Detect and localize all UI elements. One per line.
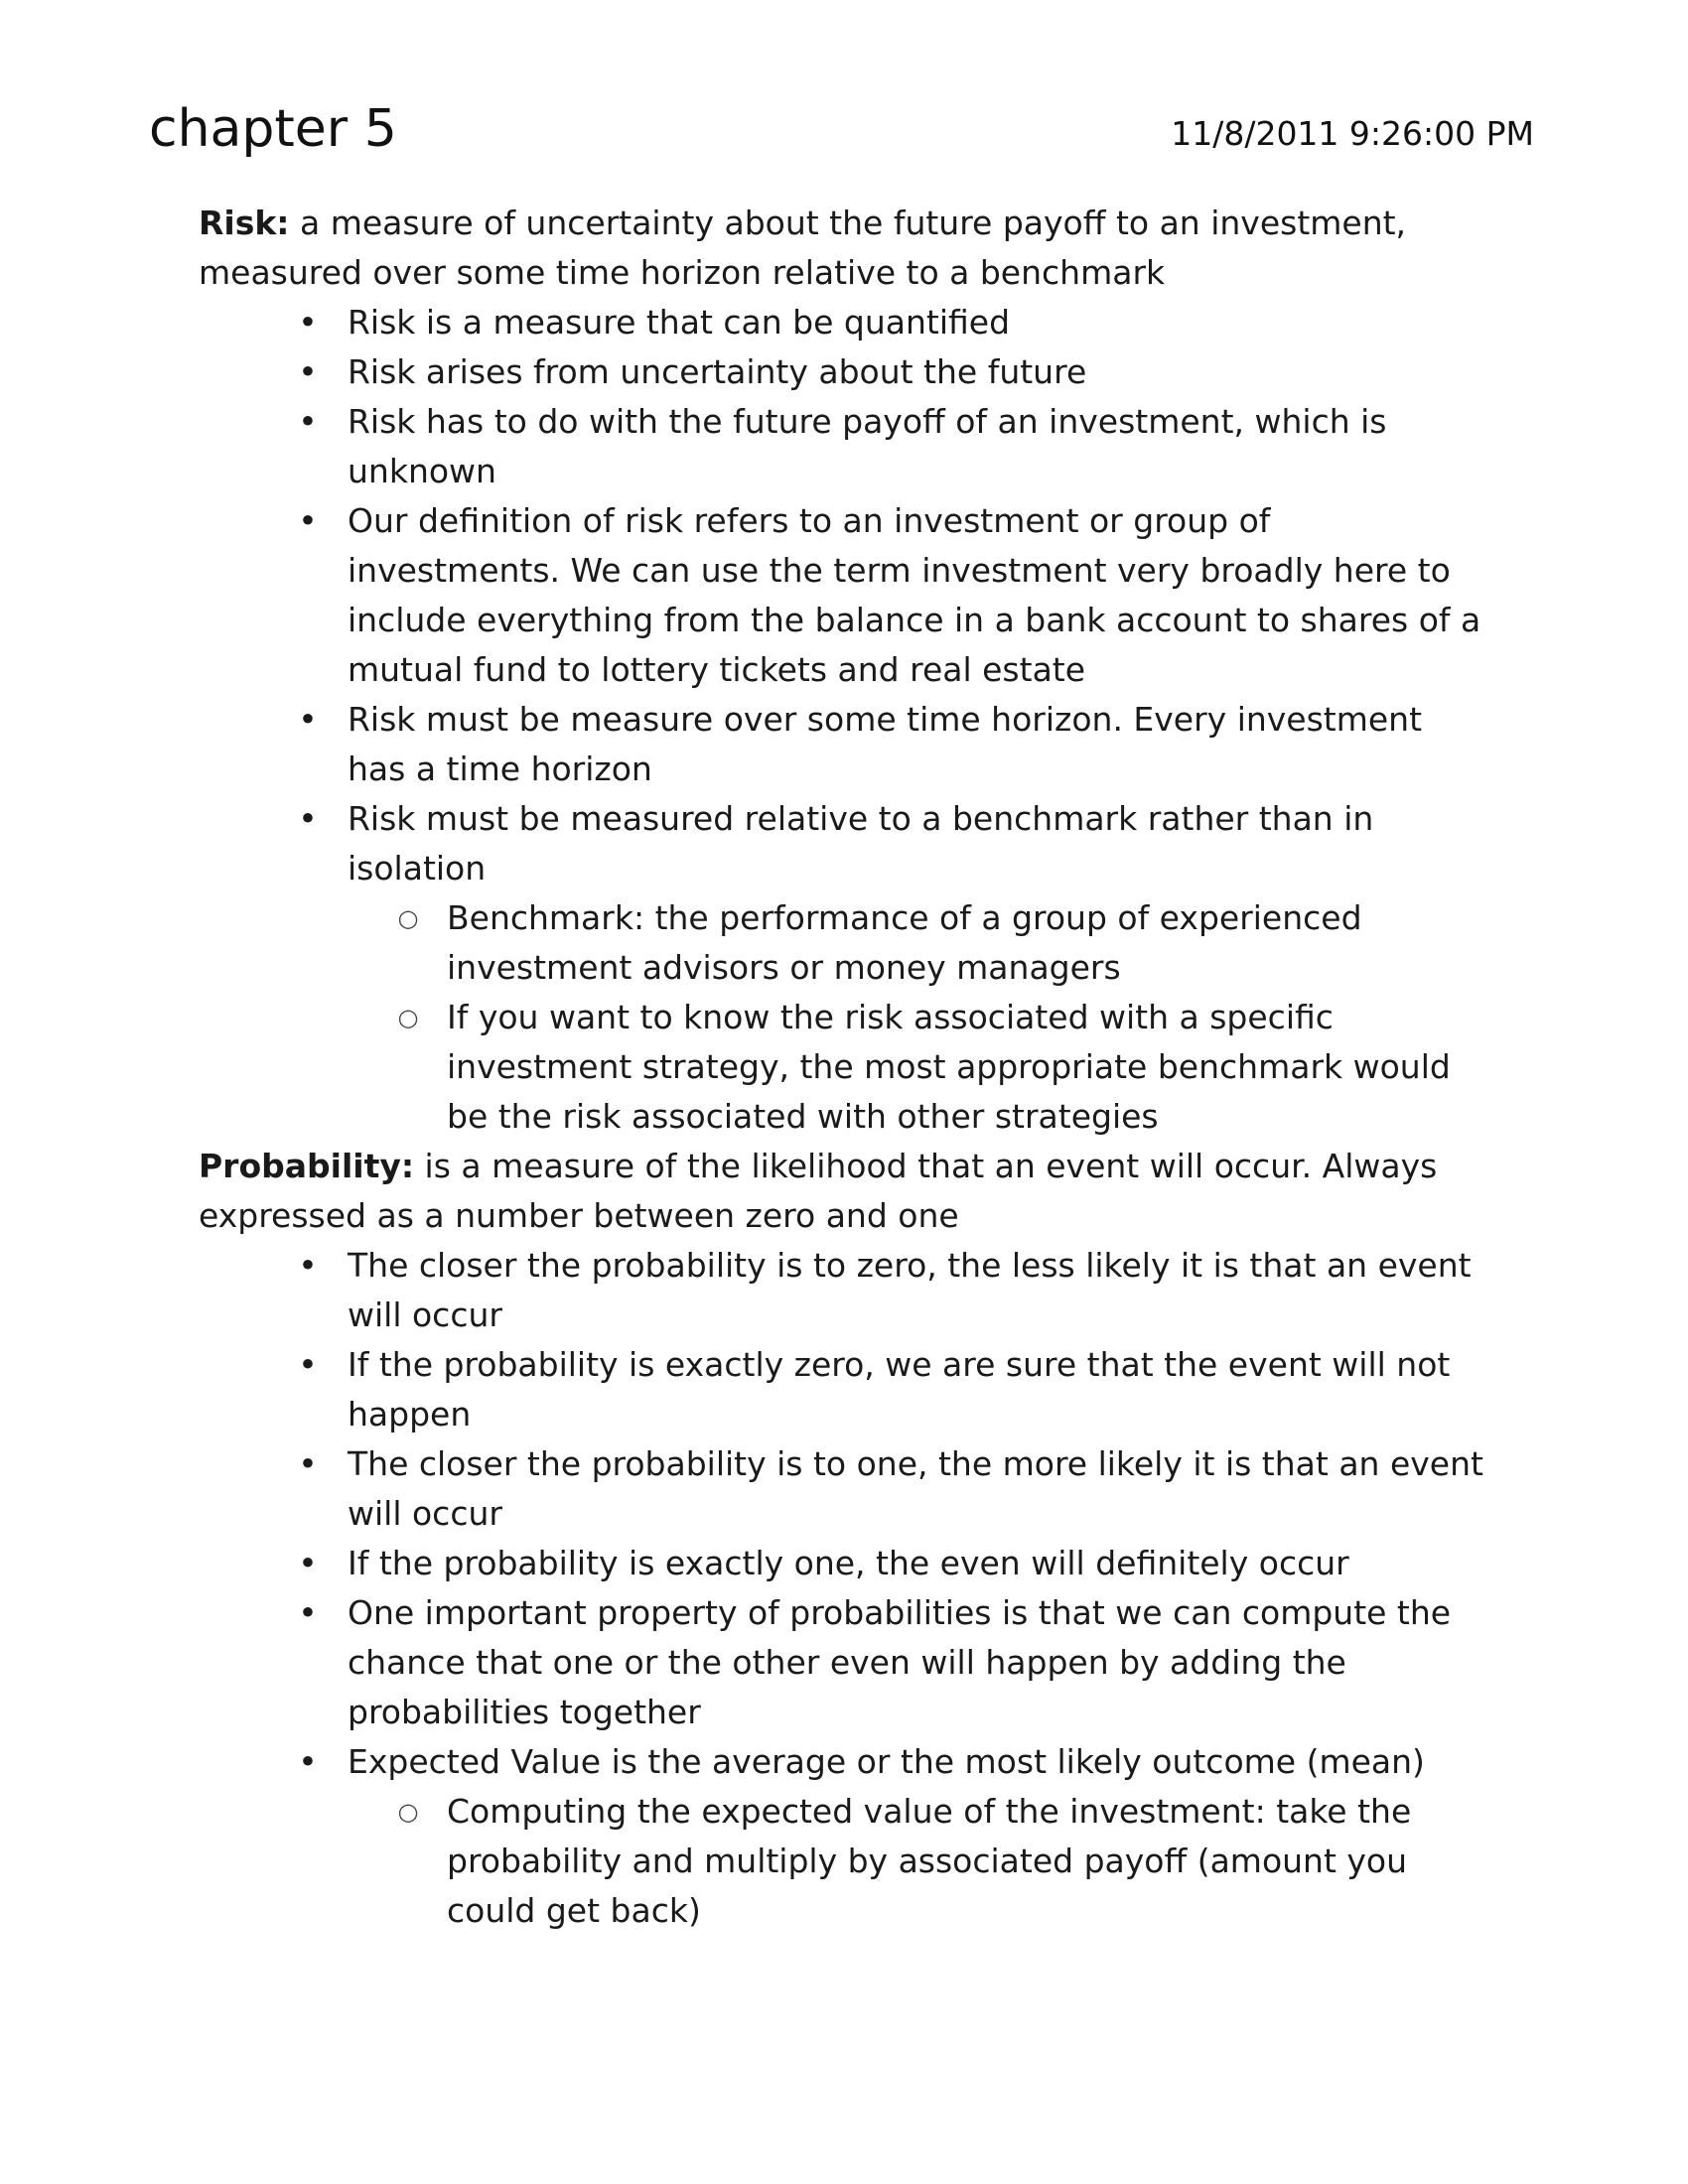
list-item-text: One important property of probabilities is that we can compute the chance that one or the other even will happen by adding the probabilities together <box>348 1593 1452 1731</box>
bullet-icon: • <box>298 1742 318 1781</box>
bullet-icon: • <box>298 402 318 441</box>
sub-list-item-text: If you want to know the risk associated with a specific investment strategy, the most appropriate benchmark would be the risk associated with other strategies <box>447 998 1451 1136</box>
sub-list-item-text: Benchmark: the performance of a group of experienced investment advisors or money managers <box>447 898 1362 987</box>
sub-list-item-text: Computing the expected value of the investment: take the probability and multiply by associated payoff (amount you could get back) <box>447 1792 1412 1930</box>
list-item-text: Risk is a measure that can be quantified <box>348 303 1011 341</box>
list-item <box>298 397 1489 496</box>
list-item <box>298 1439 1489 1539</box>
hollow-bullet-icon: ○ <box>397 1004 419 1031</box>
probability-sub-bullet-list <box>348 1787 1489 1936</box>
list-item <box>298 1737 1489 1936</box>
list-item <box>298 496 1489 695</box>
list-item <box>298 695 1489 794</box>
bullet-icon: • <box>298 352 318 391</box>
list-item <box>298 298 1489 347</box>
bullet-icon: • <box>298 501 318 540</box>
bullet-icon: • <box>298 1246 318 1285</box>
sub-list-item <box>397 993 1489 1142</box>
list-item <box>298 1588 1489 1737</box>
list-item-text: If the probability is exactly one, the even will definitely occur <box>348 1544 1349 1582</box>
bullet-icon: • <box>298 1544 318 1582</box>
list-item-text: Our definition of risk refers to an investment or group of investments. We can use the term investment very broadly here to include everything from the balance in a bank account to shares of a mutual fund to lottery tickets and real estate <box>348 501 1481 689</box>
bullet-icon: • <box>298 1593 318 1632</box>
risk-definition <box>199 199 1489 298</box>
list-item-text: Risk must be measured relative to a benchmark rather than in isolation <box>348 799 1374 887</box>
list-item <box>298 1340 1489 1439</box>
list-item-text: The closer the probability is to zero, the less likely it is that an event will occur <box>348 1246 1472 1334</box>
page-header <box>149 94 1534 174</box>
risk-term: Risk: <box>199 204 290 242</box>
list-item-text: Risk arises from uncertainty about the future <box>348 352 1087 391</box>
page-title: chapter 5 <box>149 99 397 159</box>
probability-definition <box>199 1142 1489 1241</box>
bullet-icon: • <box>298 799 318 838</box>
risk-bullet-list <box>199 298 1489 1142</box>
list-item-text: Risk has to do with the future payoff of an investment, which is unknown <box>348 402 1387 490</box>
list-item-text: Risk must be measure over some time horizon. Every investment has a time horizon <box>348 700 1423 788</box>
bullet-icon: • <box>298 700 318 739</box>
risk-sub-bullet-list <box>348 893 1489 1142</box>
list-item <box>298 1241 1489 1340</box>
timestamp: 11/8/2011 9:26:00 PM <box>1171 114 1534 153</box>
list-item <box>298 1539 1489 1588</box>
list-item-text: Expected Value is the average or the most likely outcome (mean) <box>348 1742 1425 1781</box>
sub-list-item <box>397 1787 1489 1936</box>
list-item <box>298 347 1489 397</box>
document-body <box>199 199 1489 1936</box>
list-item-text: If the probability is exactly zero, we are sure that the event will not happen <box>348 1345 1451 1433</box>
bullet-icon: • <box>298 1345 318 1384</box>
probability-bullet-list <box>199 1241 1489 1936</box>
list-item-text: The closer the probability is to one, the more likely it is that an event will occur <box>348 1444 1483 1533</box>
list-item <box>298 794 1489 1142</box>
probability-definition-text: is a measure of the likelihood that an event will occur. Always expressed as a number between zero and one <box>199 1147 1438 1235</box>
bullet-icon: • <box>298 303 318 341</box>
hollow-bullet-icon: ○ <box>397 1798 419 1826</box>
probability-term: Probability: <box>199 1147 415 1185</box>
bullet-icon: • <box>298 1444 318 1483</box>
sub-list-item <box>397 893 1489 993</box>
risk-definition-text: a measure of uncertainty about the future payoff to an investment, measured over some time horizon relative to a benchmark <box>199 204 1407 292</box>
hollow-bullet-icon: ○ <box>397 904 419 932</box>
